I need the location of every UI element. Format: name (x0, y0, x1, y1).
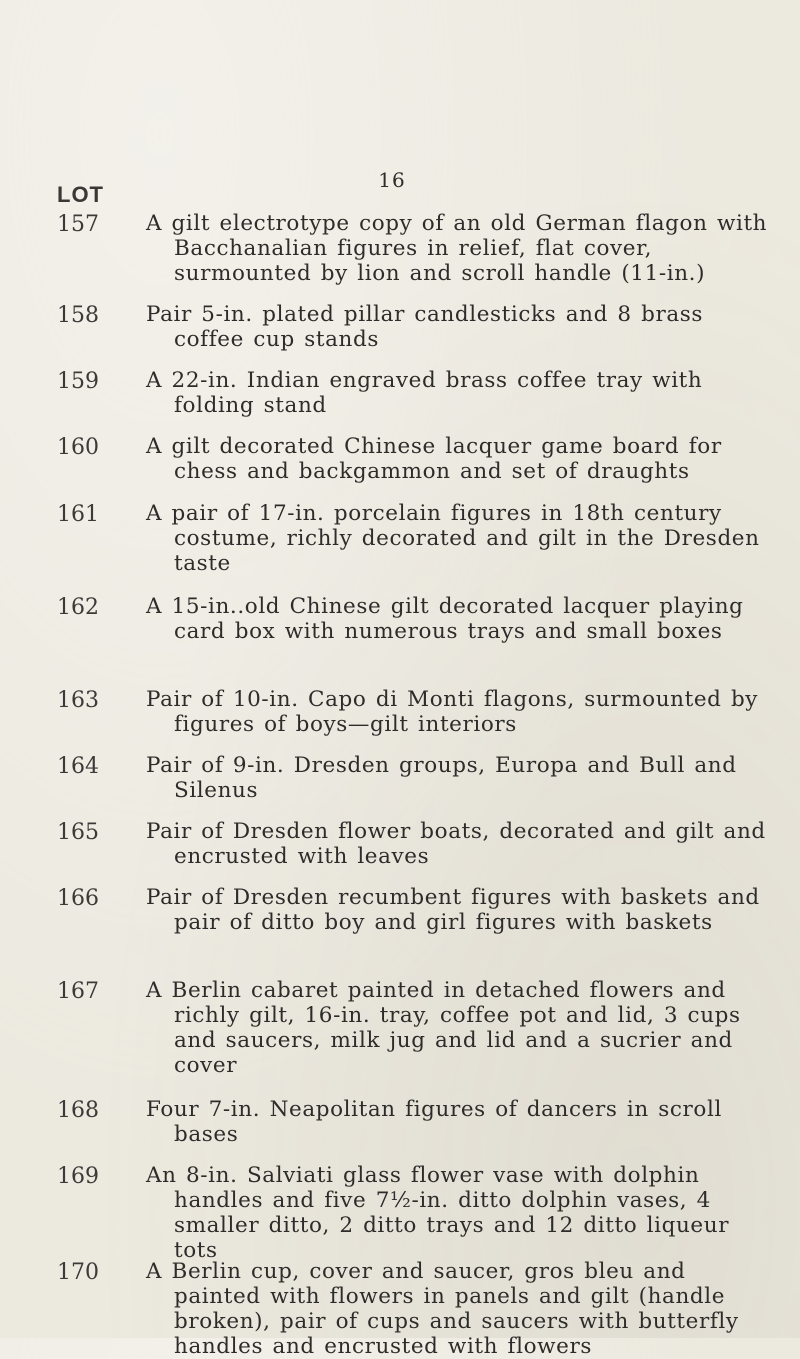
lot-number: 167 (57, 979, 99, 1004)
lot-number: 170 (57, 1260, 99, 1285)
lot-number: 161 (57, 502, 99, 527)
lot-description: An 8-in. Salviati glass flower vase with dolphin handles and five 7½-in. ditto dolphin vases, 4 smaller ditto, 2 ditto trays and 12 ditto liqueur tots (146, 1163, 730, 1263)
lot-number: 162 (57, 595, 99, 620)
lot-description: A gilt electrotype copy of an old German flagon with Bacchanalian figures in relief, flat cover, surmounted by lion and scroll handle (11-in.) (146, 211, 768, 286)
lot-number: 165 (57, 820, 99, 845)
lot-number: 169 (57, 1164, 99, 1189)
lot-description: Pair of 10-in. Capo di Monti flagons, surmounted by figures of boys—gilt interiors (146, 687, 759, 737)
lot-description: A pair of 17-in. porcelain figures in 18th century costume, richly decorated and gilt in the Dresden taste (146, 501, 760, 576)
lot-description: A Berlin cabaret painted in detached flowers and richly gilt, 16-in. tray, coffee pot and lid, 3 cups and saucers, milk jug and lid and a sucrier and cover (146, 978, 741, 1078)
lot-number: 157 (57, 212, 99, 237)
lot-number: 164 (57, 754, 99, 779)
lot-description: A Berlin cup, cover and saucer, gros bleu and painted with flowers in panels and gilt (handle broken), pair of cups and saucers with butterfly handles and encrusted with flowers (146, 1259, 739, 1359)
lot-description: A gilt decorated Chinese lacquer game board for chess and backgammon and set of draughts (146, 434, 722, 484)
lot-number: 160 (57, 435, 99, 460)
lot-description: A 15-in..old Chinese gilt decorated lacquer playing card box with numerous trays and small boxes (146, 594, 744, 644)
lot-number: 168 (57, 1098, 99, 1123)
lot-description: A 22-in. Indian engraved brass coffee tray with folding stand (146, 368, 703, 418)
lot-column-header: LOT (57, 182, 104, 207)
page-number: 16 (378, 168, 406, 192)
lot-number: 159 (57, 369, 99, 394)
lot-description: Pair 5-in. plated pillar candlesticks and 8 brass coffee cup stands (146, 302, 704, 352)
lot-number: 163 (57, 688, 99, 713)
lot-number: 166 (57, 886, 99, 911)
lot-description: Pair of 9-in. Dresden groups, Europa and Bull and Silenus (146, 753, 737, 803)
lot-description: Four 7-in. Neapolitan figures of dancers in scroll bases (146, 1097, 722, 1147)
lot-description: Pair of Dresden recumbent figures with baskets and pair of ditto boy and girl figures with baskets (146, 885, 760, 935)
lot-description: Pair of Dresden flower boats, decorated and gilt and encrusted with leaves (146, 819, 766, 869)
lot-number: 158 (57, 303, 99, 328)
